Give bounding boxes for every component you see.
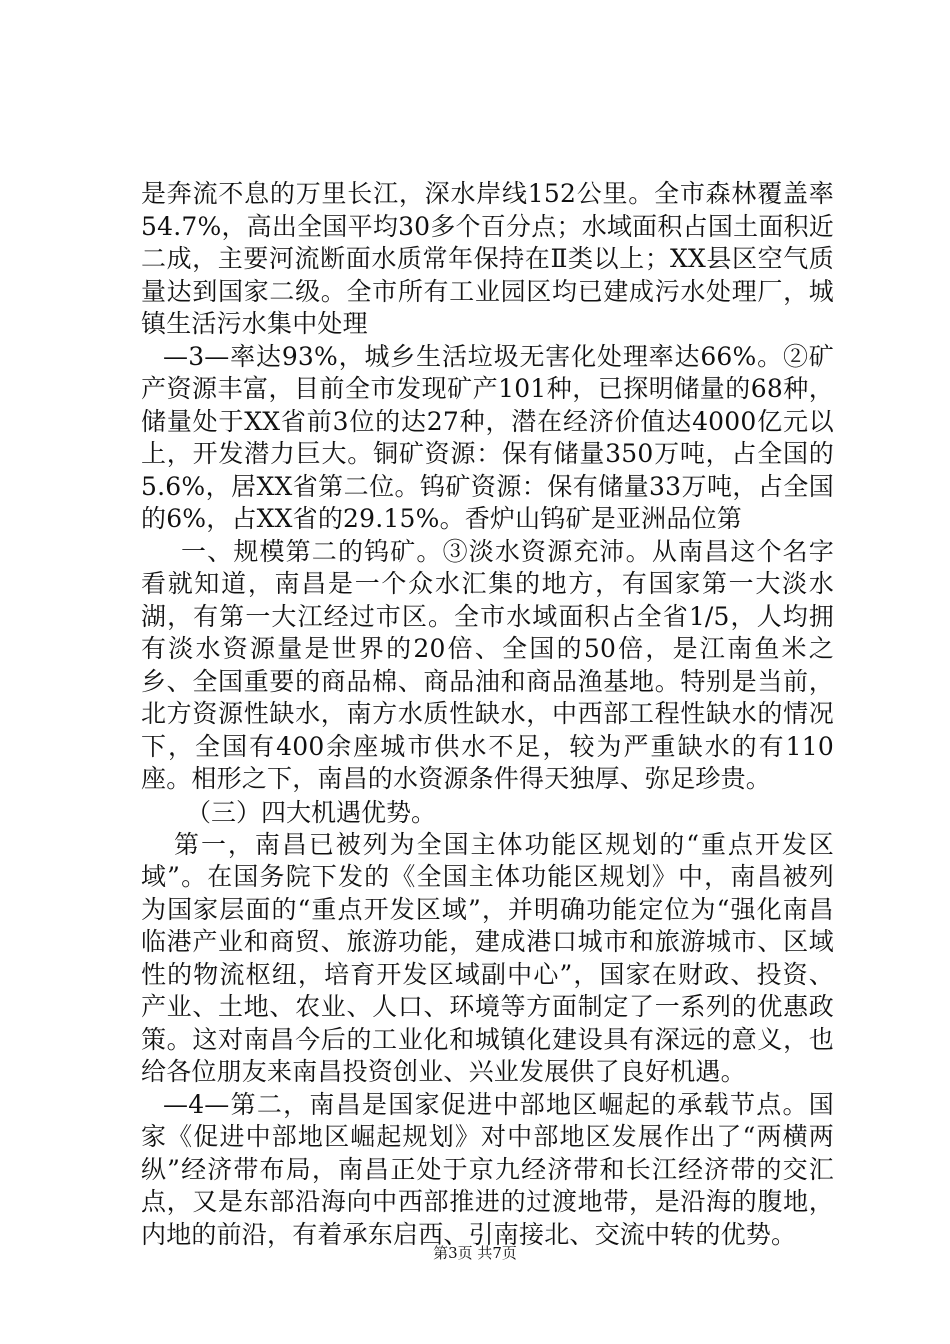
paragraph-first-opportunity: 第一，南昌已被列为全国主体功能区规划的“重点开发区域”。在国务院下发的《全国主体功能区规划》中，南昌被列为国家层面的“重点开发区域”，并明确功能定位为“强化南昌临港产业和商贸、旅游功能，建成港口城市和旅游城市、区域性的物流枢纽，培育开发区域副中心”，国家在财政、投资、产业、土地、农业、人口、环境等方面制定了一系列的优惠政策。这对南昌今后的工业化和城镇化建设具有深远的意义，也给各位朋友来南昌投资创业、兴业发展供了良好机遇。 [141,829,834,1086]
paragraph-water-resources: 一、规模第二的钨矿。③淡水资源充沛。从南昌这个名字看就知道，南昌是一个众水汇集的地方，有国家第一大淡水湖，有第一大江经过市区。全市水域面积占全省1/5，人均拥有淡水资源量是世界的20倍、全国的50倍，是江南鱼米之乡、全国重要的商品棉、商品油和商品渔基地。特别是当前，北方资源性缺水，南方水质性缺水，中西部工程性缺水的情况下，全国有400余座城市供水不足，较为严重缺水的有110座。相形之下，南昌的水资源条件得天独厚、弥足珍贵。 [141,536,834,793]
section-heading: （三）四大机遇优势。 [186,797,437,827]
document-body [141,178,834,1251]
paragraph-environment: 是奔流不息的万里长江，深水岸线152公里。全市森林覆盖率54.7%，高出全国平均30多个百分点；水域面积占国土面积近二成，主要河流断面水质常年保持在Ⅱ类以上；XX县区空气质量达到国家二级。全市所有工业园区均已建成污水处理厂，城镇生活污水集中处理 [141,179,834,338]
paragraph-mineral-resources: —3—率达93%，城乡生活垃圾无害化处理率达66%。②矿产资源丰富，目前全市发现矿产101种，已探明储量的68种，储量处于XX省前3位的达27种，潜在经济价值达4000亿元以上，开发潜力巨大。铜矿资源：保有储量350万吨，占全国的5.6%，居XX省第二位。钨矿资源：保有储量33万吨，占全国的6%，占XX省的29.15%。香炉山钨矿是亚洲品位第 [141,341,834,533]
paragraph-second-opportunity: —4—第二，南昌是国家促进中部地区崛起的承载节点。国家《促进中部地区崛起规划》对中部地区发展作出了“两横两纵”经济带布局，南昌正处于京九经济带和长江经济带的交汇点，又是东部沿海向中西部推进的过渡地带，是沿海的腹地，内地的前沿，有着承东启西、引南接北、交流中转的优势。 [141,1089,834,1249]
page-footer: 第3页 共7页 [433,1244,517,1262]
